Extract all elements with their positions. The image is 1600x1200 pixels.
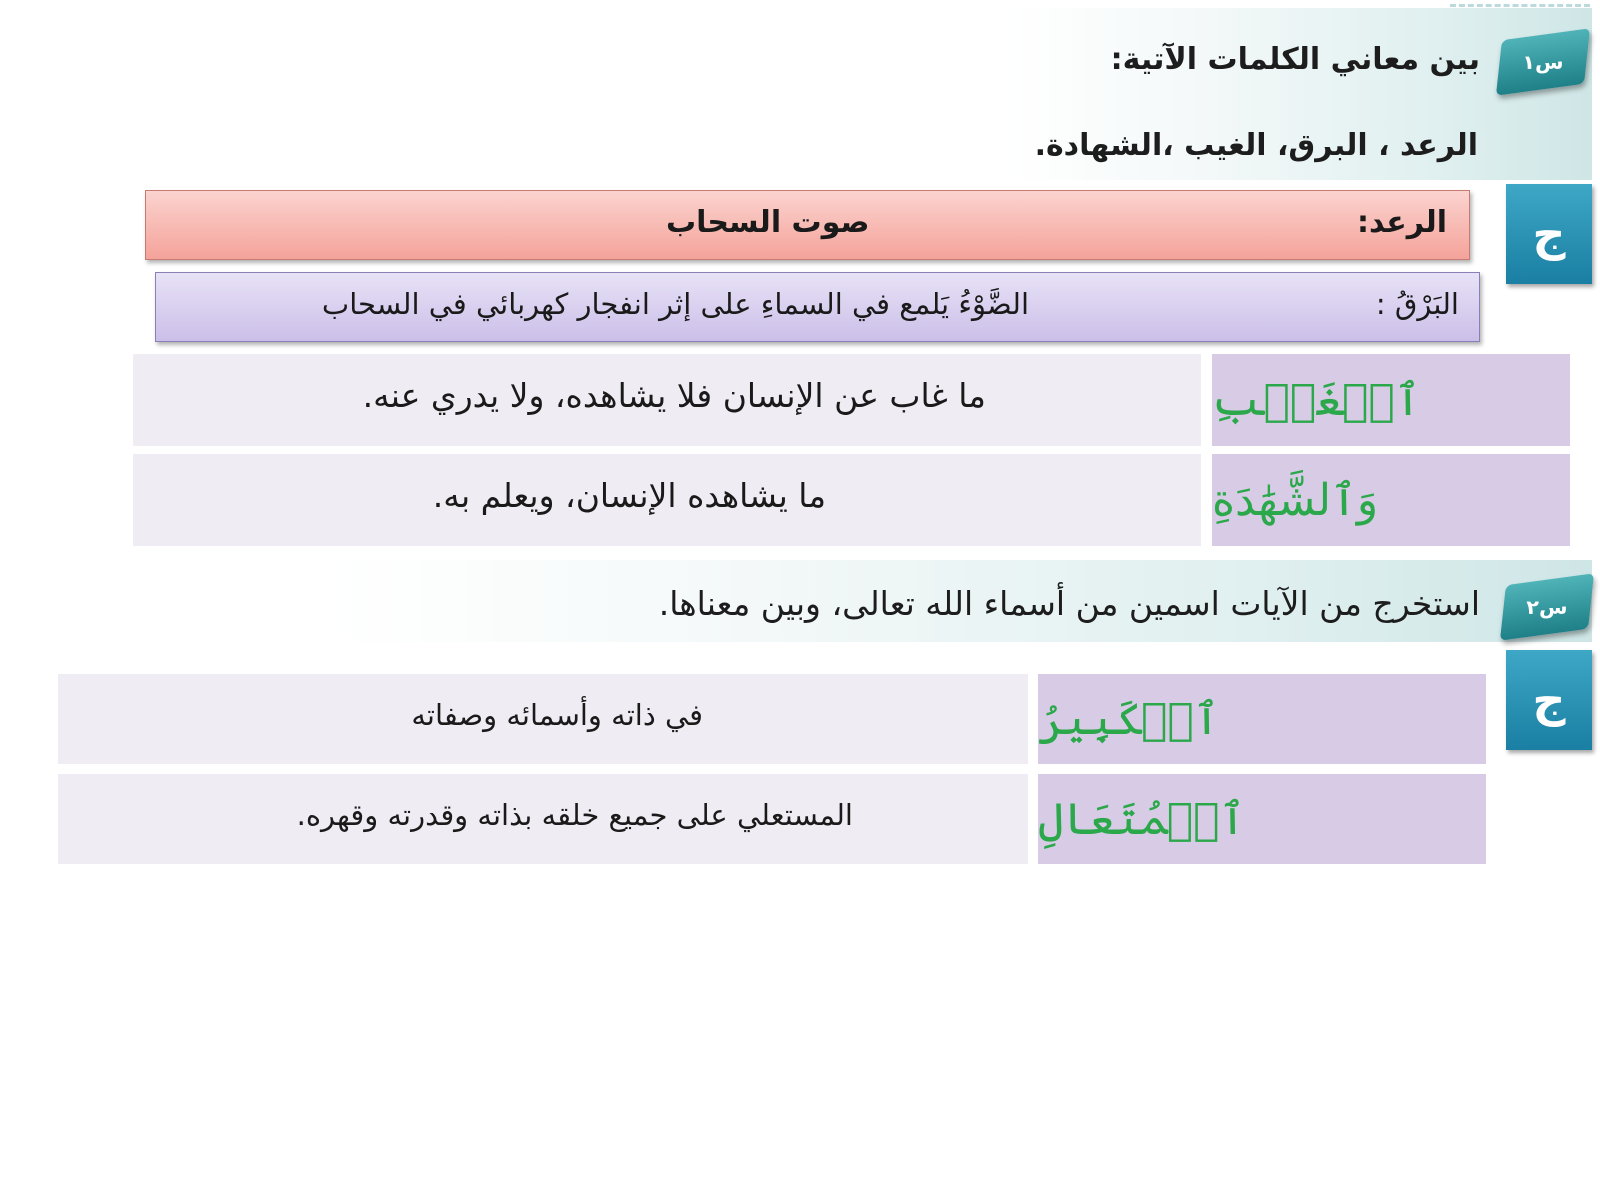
great-term: ٱلۡكَبِيرُ [1038, 674, 1486, 764]
answer-2-marker: ج [1506, 650, 1592, 750]
witnessed-meaning: ما يشاهده الإنسان، ويعلم به. [432, 476, 826, 515]
great-meaning: في ذاته وأسمائه وصفاته [411, 698, 703, 732]
answer-1-marker: ج [1506, 184, 1592, 284]
thunder-label: الرعد: [1356, 205, 1447, 240]
question-2-title: استخرج من الآيات اسمين من أسماء الله تعالى، وبين معناها. [658, 584, 1480, 623]
lightning-row [155, 272, 1480, 342]
question-1-badge-label: س١ [1522, 50, 1564, 74]
unseen-meaning: ما غاب عن الإنسان فلا يشاهده، ولا يدري عنه. [362, 376, 986, 415]
witnessed-meaning-cell [133, 454, 1201, 546]
great-meaning-cell [58, 674, 1028, 764]
lightning-meaning: الضَّوْءُ يَلمع في السماءِ على إثر انفجار كهربائي في السحاب [321, 287, 1029, 321]
thunder-row [145, 190, 1470, 260]
decorative-edge [1450, 4, 1590, 12]
question-1-words: الرعد ، البرق، الغيب ،الشهادة. [1034, 128, 1478, 163]
thunder-meaning: صوت السحاب [666, 205, 870, 240]
unseen-meaning-cell [133, 354, 1201, 446]
lightning-label: البَرْقُ : [1375, 287, 1459, 321]
witnessed-term: وَٱلشَّهَٰدَةِ [1212, 454, 1570, 546]
exalted-meaning: المستعلي على جميع خلقه بذاته وقدرته وقهره. [296, 798, 853, 832]
question-2-badge-label: س٢ [1526, 595, 1568, 619]
question-1-title: بين معاني الكلمات الآتية: [1110, 42, 1480, 77]
unseen-term: ٱلۡغَيۡبِ [1212, 354, 1570, 446]
exalted-meaning-cell [58, 774, 1028, 864]
exalted-term: ٱلۡمُتَعَالِ [1038, 774, 1486, 864]
